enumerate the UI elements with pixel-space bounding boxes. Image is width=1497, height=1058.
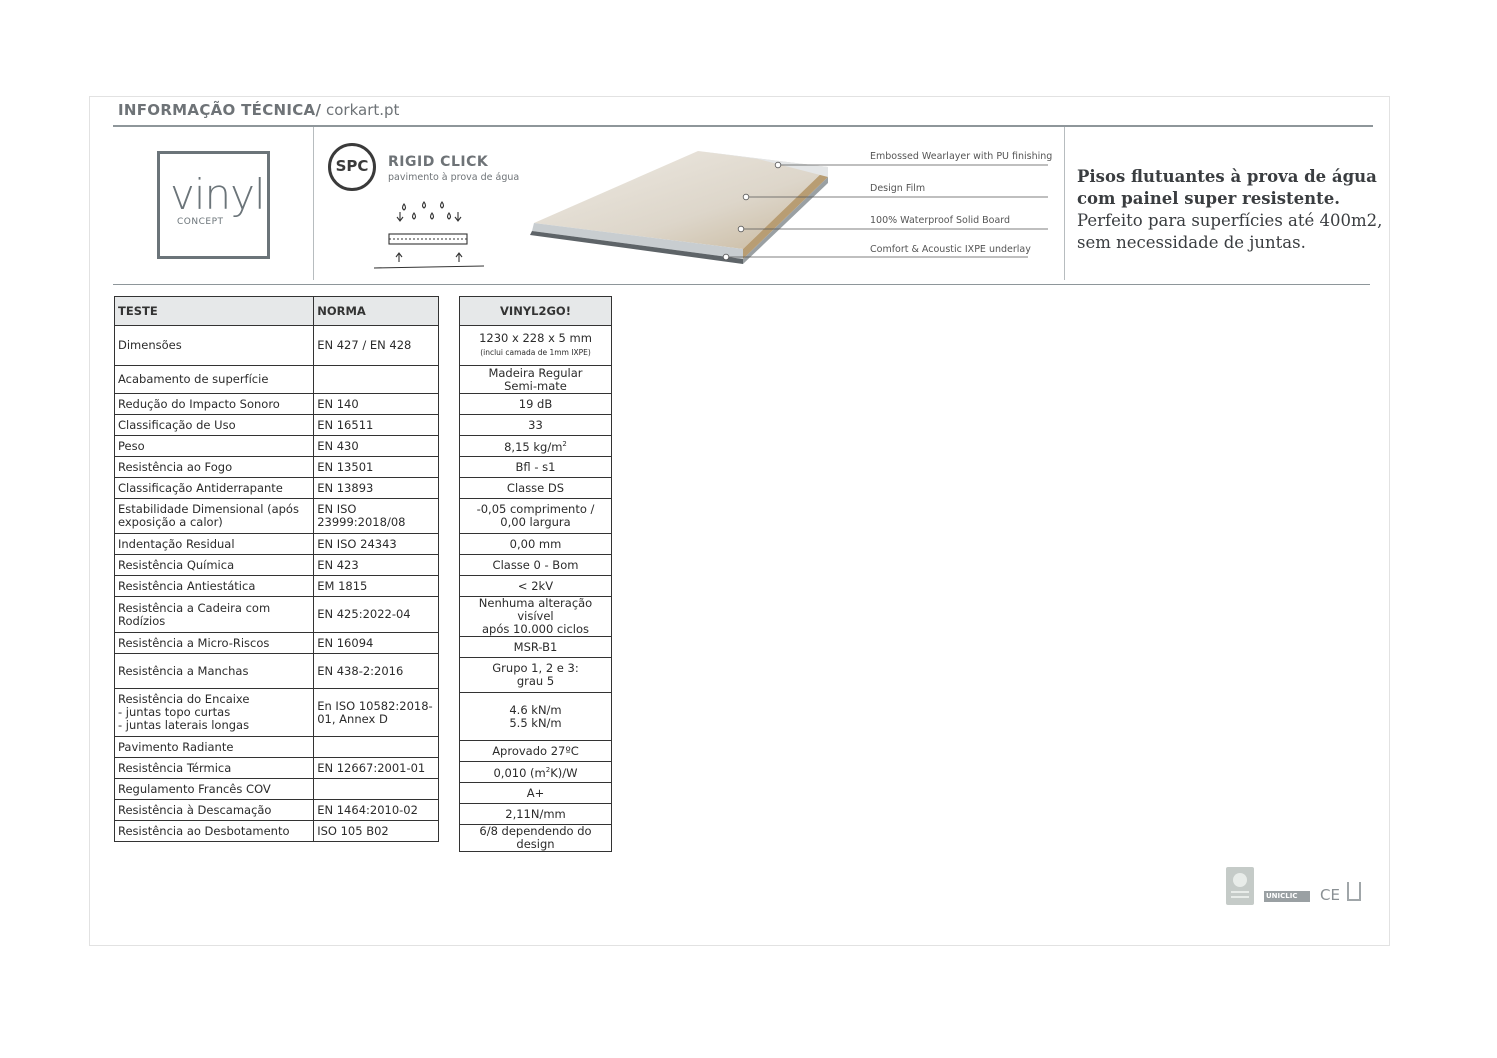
- cell-text: Redução do Impacto Sonoro: [118, 396, 280, 411]
- cell-text: Madeira Regular: [488, 365, 583, 380]
- cell-value: [460, 693, 612, 741]
- column-header-test: TESTE: [115, 297, 314, 326]
- header-rule: [113, 125, 1373, 127]
- cell-text: Resistência Térmica: [118, 760, 232, 775]
- cell-norm: [314, 326, 439, 366]
- page-header: [118, 101, 399, 119]
- cell-text: 19 dB: [518, 396, 553, 411]
- cell-test: [115, 415, 314, 436]
- cell-text: EN ISO: [317, 502, 357, 516]
- cell-text: 5.5 kN/m: [509, 715, 562, 730]
- table-row: [115, 457, 439, 478]
- cell-text: EN 16511: [317, 417, 374, 432]
- table-row: [460, 457, 612, 478]
- cell-text: Classe DS: [506, 480, 565, 495]
- table-row: [115, 394, 439, 415]
- cell-text: 8,15 kg/m: [504, 439, 563, 454]
- table-row: [460, 499, 612, 534]
- cell-text: EM 1815: [317, 578, 368, 593]
- layer-label: Comfort & Acoustic IXPE underlay: [870, 244, 1031, 255]
- table-row: [115, 576, 439, 597]
- cell-norm: [314, 499, 439, 534]
- divider: [313, 127, 314, 280]
- table-row: [115, 758, 439, 779]
- cell-text: EN 438-2:2016: [317, 663, 404, 678]
- cell-text: Bfl - s1: [515, 459, 556, 474]
- cell-text: K)/W: [550, 765, 578, 780]
- spc-badge-icon: SPC: [328, 143, 376, 191]
- table-row: [460, 394, 612, 415]
- cell-value: [460, 576, 612, 597]
- layer-label: Design Film: [870, 183, 926, 194]
- cell-test: [115, 326, 314, 366]
- cell-test: [115, 779, 314, 800]
- tagline-line: com painel super resistente.: [1077, 189, 1341, 208]
- spc-title: RIGID CLICK: [388, 154, 489, 170]
- table-row: [460, 366, 612, 394]
- cell-norm: [314, 654, 439, 689]
- cell-test: [115, 576, 314, 597]
- cell-test: [115, 436, 314, 457]
- cell-test: [115, 758, 314, 779]
- cell-value: [460, 555, 612, 576]
- cell-text: Grupo 1, 2 e 3:: [492, 661, 579, 675]
- table-row: [115, 633, 439, 654]
- vinyl-concept-logo: [157, 151, 270, 259]
- column-header-product: VINYL2GO!: [460, 297, 612, 326]
- cell-text: Resistência a Micro-Riscos: [118, 635, 270, 650]
- cell-text: Resistência à Descamação: [118, 802, 272, 817]
- cell-text: Resistência a Manchas: [118, 663, 249, 678]
- cell-norm: [314, 779, 439, 800]
- layer-label: Embossed Wearlayer with PU finishing: [870, 151, 1053, 162]
- table-row: [115, 821, 439, 842]
- table-row: [460, 436, 612, 457]
- cell-text: Nenhuma alteração visível: [478, 596, 593, 623]
- tagline-line: Perfeito para superfícies até 400m2,: [1077, 211, 1383, 230]
- cell-text: 2,11N/mm: [505, 806, 566, 821]
- cell-norm: [314, 576, 439, 597]
- layer-label: 100% Waterproof Solid Board: [870, 215, 1011, 226]
- cell-value: [460, 825, 612, 852]
- cell-value: [460, 804, 612, 825]
- table-row: [115, 326, 439, 366]
- table-row: [460, 658, 612, 693]
- cell-norm: [314, 758, 439, 779]
- table-row: [460, 741, 612, 762]
- cell-text: grau 5: [516, 674, 555, 688]
- cell-norm: [314, 457, 439, 478]
- cell-test: [115, 534, 314, 555]
- table-row: [460, 597, 612, 637]
- cell-value: [460, 457, 612, 478]
- cell-text: Classificação de Uso: [118, 417, 236, 432]
- column-header-norm: NORMA: [314, 297, 439, 326]
- cell-norm: [314, 821, 439, 842]
- cell-norm: [314, 633, 439, 654]
- cell-norm: [314, 415, 439, 436]
- cell-value: [460, 326, 612, 366]
- cell-text: 1230 x 228 x 5 mm: [479, 331, 592, 345]
- cell-text: Resistência Antiestática: [118, 578, 256, 593]
- table-row: [460, 825, 612, 852]
- logo-sub: CONCEPT: [177, 217, 224, 227]
- cell-norm: [314, 737, 439, 758]
- cell-text: EN 13893: [317, 480, 374, 495]
- cell-test: [115, 800, 314, 821]
- cell-test: [115, 633, 314, 654]
- cell-text: EN 423: [317, 557, 359, 572]
- table-row: [460, 783, 612, 804]
- table-row: [460, 555, 612, 576]
- table-row: [115, 366, 439, 394]
- cell-test: [115, 457, 314, 478]
- cell-text: Dimensões: [118, 338, 182, 352]
- cell-text: Resistência ao Desbotamento: [118, 823, 290, 838]
- table-row: [115, 555, 439, 576]
- cell-text: 6/8 dependendo do design: [479, 824, 592, 851]
- cell-text: MSR-B1: [513, 639, 558, 654]
- table-row: [115, 689, 439, 737]
- cell-text: 01, Annex D: [317, 711, 388, 726]
- table-row: [460, 415, 612, 436]
- certification-seal-icon: [1226, 867, 1254, 905]
- cell-text: 23999:2018/08: [317, 515, 406, 529]
- uniclic-logo: UNICLIC: [1264, 891, 1310, 902]
- cell-text: Pavimento Radiante: [118, 739, 234, 754]
- cell-value: [460, 658, 612, 693]
- ce-mark-icon: CE: [1320, 886, 1340, 904]
- table-row: [115, 415, 439, 436]
- cell-text: Acabamento de superfície: [118, 372, 269, 386]
- cell-test: [115, 654, 314, 689]
- page-title: INFORMAÇÃO TÉCNICA/: [118, 101, 322, 119]
- cell-text: Resistência ao Fogo: [118, 459, 233, 474]
- table-row: [115, 800, 439, 821]
- cell-text: -0,05 comprimento /: [476, 502, 595, 516]
- cell-norm: [314, 800, 439, 821]
- cell-text: Resistência Química: [118, 557, 235, 572]
- cell-norm: [314, 534, 439, 555]
- cell-test: [115, 555, 314, 576]
- cell-value: [460, 762, 612, 783]
- cell-test: [115, 737, 314, 758]
- spec-table-product: [459, 296, 612, 852]
- cell-text: Resistência a Cadeira com Rodízios: [118, 600, 271, 628]
- cell-norm: [314, 597, 439, 633]
- spec-table-tests: [114, 296, 439, 842]
- cell-test: [115, 366, 314, 394]
- tagline-line: sem necessidade de juntas.: [1077, 233, 1306, 252]
- cell-text: Estabilidade Dimensional (após: [118, 502, 299, 516]
- table-row: [115, 534, 439, 555]
- table-row: [115, 654, 439, 689]
- table-row: [115, 478, 439, 499]
- cell-text: 4.6 kN/m: [509, 702, 562, 717]
- table-row: [460, 693, 612, 741]
- cell-text: Indentação Residual: [118, 536, 235, 551]
- cell-value: [460, 637, 612, 658]
- cell-note: (inclui camada de 1mm IXPE): [480, 348, 591, 357]
- cell-text: Regulamento Francês COV: [118, 781, 271, 796]
- cell-test: [115, 478, 314, 499]
- cell-value: [460, 499, 612, 534]
- cell-text: 0,00 largura: [500, 515, 571, 529]
- divider: [1064, 127, 1065, 280]
- cell-text: 0,010 (m: [493, 765, 546, 780]
- site-name: corkart.pt: [321, 101, 400, 119]
- cell-text: Resistência do Encaixe: [118, 692, 250, 706]
- cell-value: [460, 783, 612, 804]
- table-row: [460, 534, 612, 555]
- cell-value: [460, 597, 612, 637]
- cell-norm: [314, 366, 439, 394]
- cell-value: [460, 415, 612, 436]
- cell-value: [460, 366, 612, 394]
- cell-text: Semi-mate: [504, 378, 567, 393]
- cell-text: após 10.000 ciclos: [482, 622, 589, 636]
- table-row: [460, 804, 612, 825]
- spc-subtitle: pavimento à prova de água: [388, 172, 520, 183]
- cell-text: EN 13501: [317, 459, 374, 474]
- cell-text: EN 140: [317, 396, 359, 411]
- cell-text: EN 430: [317, 438, 359, 453]
- cell-text: EN ISO 24343: [317, 536, 397, 551]
- cell-value: [460, 534, 612, 555]
- table-row: [115, 737, 439, 758]
- cell-value: [460, 436, 612, 457]
- cell-text: - juntas topo curtas: [118, 705, 231, 719]
- cell-norm: [314, 478, 439, 499]
- table-row: [460, 637, 612, 658]
- cell-text: A+: [526, 785, 545, 800]
- recycle-mark-icon: [1346, 880, 1362, 904]
- section-rule: [113, 284, 1370, 285]
- cell-norm: [314, 436, 439, 457]
- cell-test: [115, 597, 314, 633]
- table-row: [115, 436, 439, 457]
- cell-text: EN 16094: [317, 635, 374, 650]
- cell-test: [115, 689, 314, 737]
- cell-text: < 2kV: [517, 578, 554, 593]
- cell-text: Peso: [118, 438, 145, 453]
- tagline-line: Pisos flutuantes à prova de água: [1077, 167, 1377, 186]
- cell-text: exposição a calor): [118, 515, 223, 529]
- superscript: 2: [562, 440, 567, 449]
- table-row: [115, 597, 439, 633]
- cell-text: 0,00 mm: [509, 536, 562, 551]
- table-row: [460, 576, 612, 597]
- cell-text: - juntas laterais longas: [118, 718, 250, 732]
- table-row: [460, 762, 612, 783]
- cell-text: Classificação Antiderrapante: [118, 480, 283, 495]
- cell-test: [115, 394, 314, 415]
- cell-test: [115, 499, 314, 534]
- table-row: [115, 779, 439, 800]
- cell-text: 33: [528, 417, 543, 432]
- cell-text: Classe 0 - Bom: [492, 557, 579, 572]
- cell-text: Aprovado 27ºC: [492, 743, 579, 758]
- table-row: [115, 499, 439, 534]
- cell-text: EN 425:2022-04: [317, 607, 411, 621]
- cell-text: EN 12667:2001-01: [317, 760, 426, 775]
- cell-norm: [314, 689, 439, 737]
- cell-text: EN 427 / EN 428: [317, 338, 412, 352]
- cell-text: ISO 105 B02: [317, 823, 389, 838]
- cell-norm: [314, 394, 439, 415]
- waterproof-icon: [374, 198, 489, 272]
- cell-value: [460, 741, 612, 762]
- superscript: 2: [545, 766, 551, 775]
- cell-value: [460, 478, 612, 499]
- table-row: [460, 478, 612, 499]
- cell-text: En ISO 10582:2018-: [317, 698, 433, 713]
- cell-text: EN 1464:2010-02: [317, 802, 418, 817]
- cell-test: [115, 821, 314, 842]
- table-row: [460, 326, 612, 366]
- logo-word: vinyl: [170, 170, 265, 219]
- cell-norm: [314, 555, 439, 576]
- cell-value: [460, 394, 612, 415]
- tagline: [1077, 166, 1382, 254]
